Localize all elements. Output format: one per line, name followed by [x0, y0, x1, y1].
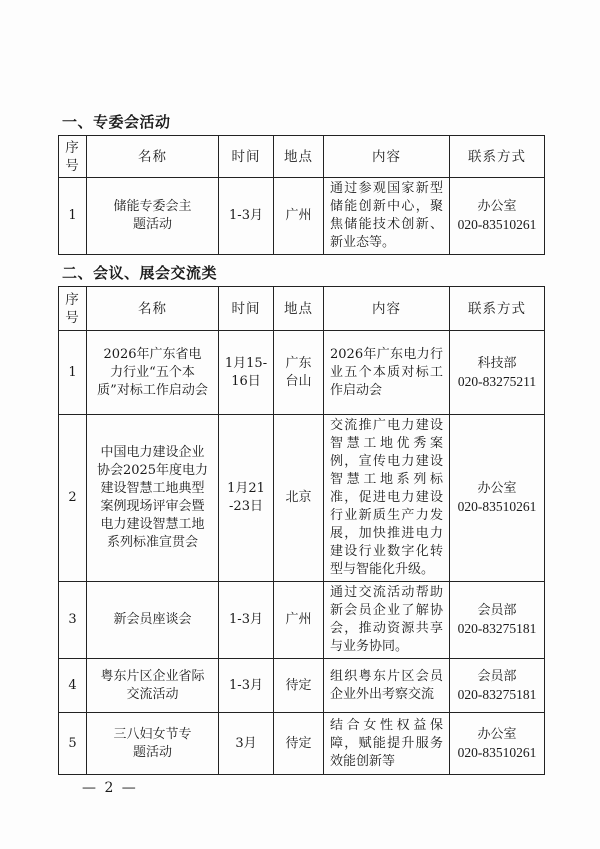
contact-phone: 020-83275211 — [457, 373, 537, 389]
contact-phone: 020-83510261 — [457, 499, 537, 514]
header-time: 时间 — [219, 287, 274, 331]
table-row — [59, 178, 545, 255]
row-content: 交流推广电力建设智慧工地优秀案例，宣传电力建设智慧工地系列标准，促进电力建设行业新质生产力发展，加快推进电力建设行业数字化转型与智能化升级。 — [324, 415, 450, 582]
header-time: 时间 — [219, 136, 274, 178]
row-contact — [450, 713, 545, 775]
meetings-table — [58, 286, 545, 775]
row-contact — [450, 582, 545, 659]
row-content: 通过交流活动帮助新会员企业了解协会，推动资源共享与业务协同。 — [324, 582, 450, 659]
row-contact — [450, 331, 545, 415]
contact-dept: 会员部 — [477, 668, 517, 684]
contact-phone: 020-83510261 — [457, 217, 537, 232]
row-contact — [450, 178, 545, 255]
row-no: 1 — [59, 178, 87, 255]
table-row — [59, 659, 545, 713]
row-time: 1-3月 — [219, 178, 274, 255]
section-title-committee: 一、专委会活动 — [62, 113, 171, 131]
row-place: 待定 — [274, 713, 324, 775]
row-name: 2026年广东省电力行业“五个本质”对标工作启动会 — [87, 331, 219, 415]
header-place: 地点 — [274, 287, 324, 331]
section-title-meetings: 二、会议、展会交流类 — [62, 264, 218, 282]
header-name: 名称 — [87, 287, 219, 331]
contact-dept: 办公室 — [477, 726, 517, 742]
row-time: 1-3月 — [219, 582, 274, 659]
header-name: 名称 — [87, 136, 219, 178]
page-number: — 2 — — [82, 780, 138, 796]
contact-phone: 020-83510261 — [457, 744, 537, 760]
row-no: 1 — [59, 331, 87, 415]
row-time: 3月 — [219, 713, 274, 775]
header-place: 地点 — [274, 136, 324, 178]
contact-phone: 020-83275181 — [457, 621, 537, 636]
row-name: 中国电力建设企业协会2025年度电力建设智慧工地典型案例现场评审会暨电力建设智慧工地系列标准宣贯会 — [87, 415, 219, 582]
table-row — [59, 415, 545, 582]
header-no: 序号 — [59, 136, 87, 178]
row-contact — [450, 415, 545, 582]
row-time: 1月15-16日 — [219, 331, 274, 415]
header-content: 内容 — [324, 136, 450, 178]
header-contact: 联系方式 — [450, 136, 545, 178]
contact-dept: 办公室 — [477, 199, 517, 214]
table-row — [59, 713, 545, 775]
row-content: 通过参观国家新型储能创新中心，聚焦储能技术创新、新业态等。 — [324, 178, 450, 255]
row-name: 储能专委会主题活动 — [87, 178, 219, 255]
row-no: 5 — [59, 713, 87, 775]
row-content: 2026年广东电力行业五个本质对标工作启动会 — [324, 331, 450, 415]
table-header-row — [59, 136, 545, 178]
contact-dept: 科技部 — [477, 355, 517, 371]
row-name: 新会员座谈会 — [87, 582, 219, 659]
row-place: 广州 — [274, 178, 324, 255]
header-no: 序号 — [59, 287, 87, 331]
table-header-row — [59, 287, 545, 331]
header-contact: 联系方式 — [450, 287, 545, 331]
contact-dept: 办公室 — [477, 481, 517, 496]
row-content: 组织粤东片区会员企业外出考察交流 — [324, 659, 450, 713]
row-place: 北京 — [274, 415, 324, 582]
header-content: 内容 — [324, 287, 450, 331]
row-no: 2 — [59, 415, 87, 582]
row-name: 粤东片区企业省际交流活动 — [87, 659, 219, 713]
row-no: 3 — [59, 582, 87, 659]
table-row — [59, 331, 545, 415]
row-name: 三八妇女节专题活动 — [87, 713, 219, 775]
committee-activities-table — [58, 135, 545, 255]
table-row — [59, 582, 545, 659]
row-contact — [450, 659, 545, 713]
row-time: 1月21-23日 — [219, 415, 274, 582]
row-content: 结合女性权益保障，赋能提升服务效能创新等 — [324, 713, 450, 775]
row-time: 1-3月 — [219, 659, 274, 713]
row-place: 待定 — [274, 659, 324, 713]
row-place: 广东台山 — [274, 331, 324, 415]
row-no: 4 — [59, 659, 87, 713]
contact-dept: 会员部 — [477, 603, 517, 618]
row-place: 广州 — [274, 582, 324, 659]
contact-phone: 020-83275181 — [457, 686, 537, 702]
